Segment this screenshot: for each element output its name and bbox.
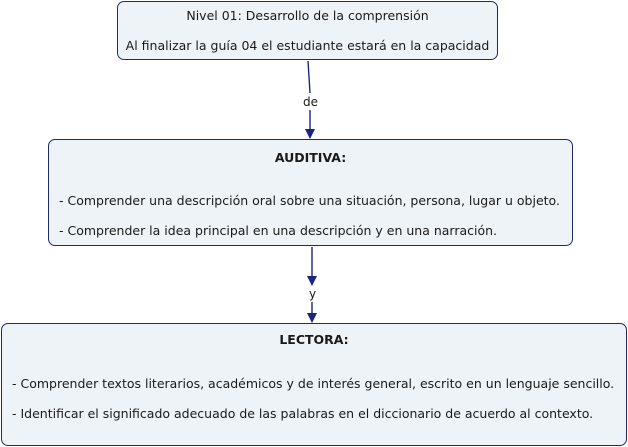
concept-node-nivel[interactable] <box>117 1 498 60</box>
node-title: AUDITIVA: <box>274 150 347 165</box>
node-list-item: - Comprender textos literarios, académicos y de interés general, escrito en un lenguaje sencillo. <box>12 376 615 391</box>
node-list-item: - Comprender una descripción oral sobre una situación, persona, lugar u objeto. <box>59 193 560 208</box>
link-label-de: de <box>303 95 318 109</box>
node-list-item: - Identificar el significado adecuado de las palabras en el diccionario de acuerdo al contexto. <box>12 406 594 421</box>
node-title: LECTORA: <box>279 332 349 347</box>
node-title: Nivel 01: Desarrollo de la comprensión <box>186 8 429 23</box>
node-list-item: - Comprender la idea principal en una descripción y en una narración. <box>59 223 498 238</box>
concept-node-auditiva[interactable] <box>48 139 573 246</box>
link-label-y: y <box>309 287 317 301</box>
concept-node-lectora[interactable] <box>1 323 627 446</box>
connector-line-nivel-to-de <box>308 61 310 93</box>
node-subtitle: Al finalizar la guía 04 el estudiante estará en la capacidad <box>125 38 490 53</box>
